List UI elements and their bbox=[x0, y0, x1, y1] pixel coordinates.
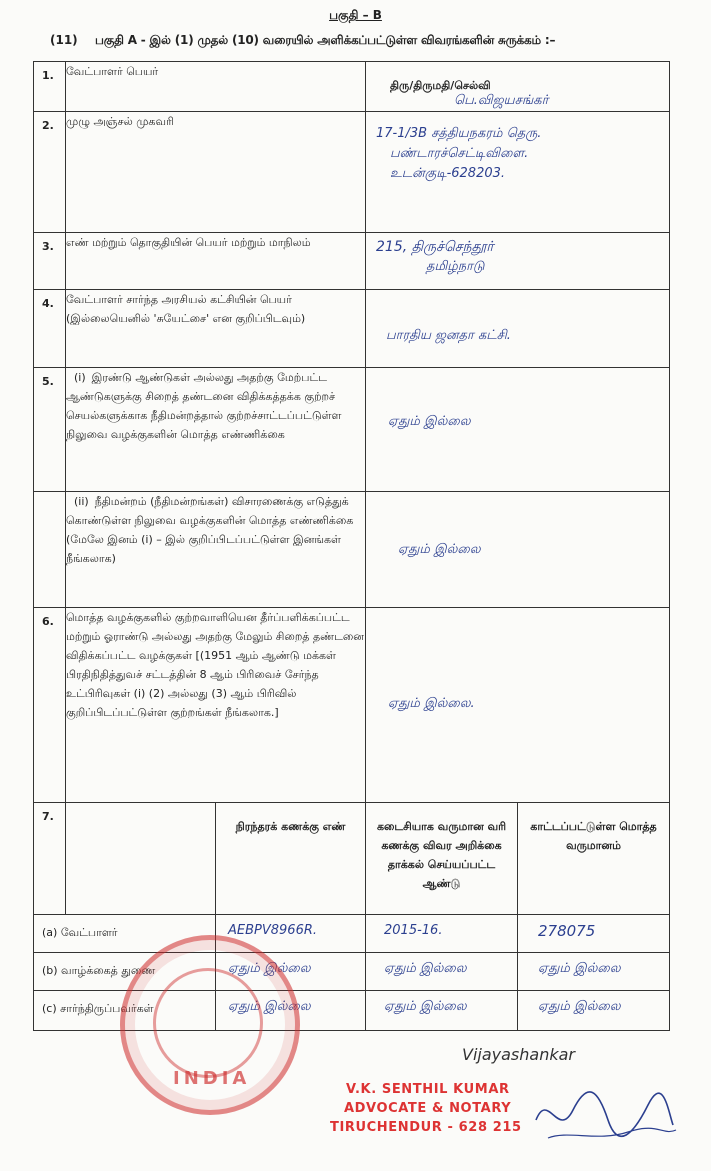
address-line: 17-1/3B சத்தியநகரம் தெரு. bbox=[376, 126, 542, 141]
party-handwritten: பாரதிய ஜனதா கட்சி. bbox=[386, 328, 511, 343]
constituency-handwritten: 215, திருச்செந்தூர் bbox=[376, 239, 494, 255]
blank-cell bbox=[66, 803, 216, 915]
table-row bbox=[34, 62, 670, 112]
dependents-year-handwritten: ஏதும் இல்லை bbox=[384, 999, 467, 1014]
summary-table bbox=[33, 61, 670, 1031]
sub-item-number: (i) bbox=[74, 371, 86, 384]
postal-address-cell bbox=[366, 112, 670, 233]
state-handwritten: தமிழ்நாடு bbox=[426, 259, 485, 274]
dependents-pan-handwritten: ஏதும் இல்லை bbox=[228, 999, 311, 1014]
spouse-income-handwritten: ஏதும் இல்லை bbox=[538, 961, 621, 976]
row-label: வேட்பாளர் சார்ந்த அரசியல் கட்சியின் பெயர் (இல்லையெனில் 'சுயேட்சை' என குறிப்பிடவும்) bbox=[66, 290, 366, 368]
row-label: வேட்பாளர் பெயர் bbox=[66, 62, 366, 112]
row-number: 2. bbox=[34, 112, 66, 233]
row-number: 4. bbox=[34, 290, 66, 368]
table-row bbox=[34, 290, 670, 368]
pending-cases-cell bbox=[366, 368, 670, 492]
row-label: (c) சார்ந்திருப்பவர்கள் bbox=[34, 991, 216, 1031]
convictions-cell bbox=[366, 608, 670, 803]
dependents-income-handwritten: ஏதும் இல்லை bbox=[538, 999, 621, 1014]
court-cases-handwritten: ஏதும் இல்லை bbox=[398, 542, 481, 557]
pending-cases-handwritten: ஏதும் இல்லை bbox=[388, 414, 471, 429]
stamp-country-text: INDIA bbox=[173, 1068, 251, 1089]
salutation-text: திரு/திருமதி/செல்வி bbox=[390, 79, 491, 92]
table-row bbox=[34, 233, 670, 290]
address-line: உடன்குடி-628203. bbox=[390, 166, 506, 181]
table-row bbox=[34, 608, 670, 803]
spouse-pan-handwritten: ஏதும் இல்லை bbox=[228, 961, 311, 976]
table-row bbox=[34, 803, 670, 915]
notary-round-stamp bbox=[120, 935, 300, 1115]
table-row bbox=[34, 112, 670, 233]
pan-column-header: நிரந்தரக் கணக்கு எண் bbox=[216, 803, 366, 915]
sub-item-number: (ii) bbox=[74, 495, 89, 508]
candidate-name-handwritten: பெ.விஜயசங்கர் bbox=[454, 93, 549, 108]
row-number: 7. bbox=[34, 803, 66, 915]
item-heading: பகுதி A - இல் (1) முதல் (10) வரையில் அளிக்கப்பட்டுள்ள விவரங்களின் சுருக்கம் :– bbox=[95, 33, 556, 47]
notary-title: ADVOCATE & NOTARY bbox=[344, 1101, 512, 1116]
income-column-header: காட்டப்பட்டுள்ள மொத்த வருமானம் bbox=[518, 803, 670, 915]
row-label: முழு அஞ்சல் முகவரி bbox=[66, 112, 366, 233]
row-label: (b) வாழ்க்கைத் துணை bbox=[34, 953, 216, 991]
court-cases-cell bbox=[366, 492, 670, 608]
year-column-header: கடைசியாக வருமான வரி கணக்கு விவர அறிக்கை தாக்கல் செய்யப்பட்ட ஆண்டு bbox=[366, 803, 518, 915]
row-number bbox=[34, 492, 66, 608]
row-label: எண் மற்றும் தொகுதியின் பெயர் மற்றும் மாநிலம் bbox=[66, 233, 366, 290]
table-row bbox=[34, 915, 670, 953]
notary-place: TIRUCHENDUR - 628 215 bbox=[330, 1120, 522, 1135]
row-label: (a) வேட்பாளர் bbox=[34, 915, 216, 953]
notary-signature-scribble bbox=[528, 1080, 678, 1150]
row-number: 3. bbox=[34, 233, 66, 290]
row-label: மொத்த வழக்குகளில் குற்றவாளியென தீர்ப்பளிக்கப்பட்ட மற்றும் ஓராண்டு அல்லது அதற்கு மேலும் சிறைத் தண்டனை விதிக்கப்பட்ட வழக்குகள் [(1951 ஆம் ஆண்டு மக்கள் பிரதிநிதித்துவச் சட்டத்தின் 8 ஆம் பிரிவைச் சேர்ந்த உட்பிரிவுகள் (i) (2) அல்லது (3) ஆம் பிரிவில் குறிப்பிடப்பட்டுள்ள குற்றங்கள் நீங்கலாக.] bbox=[66, 608, 366, 803]
convictions-handwritten: ஏதும் இல்லை. bbox=[388, 696, 475, 711]
income-handwritten: 278075 bbox=[538, 922, 596, 940]
address-line: பண்டாரச்செட்டிவிளை. bbox=[390, 146, 529, 161]
row-label: (i) இரண்டு ஆண்டுகள் அல்லது அதற்கு மேற்பட்ட ஆண்டுகளுக்கு சிறைத் தண்டனை விதிக்கத்தக்க குற்றச் செயல்களுக்காக நீதிமன்றத்தால் குற்றச்சாட்டப்பட்டுள்ள நிலுவை வழக்குகளின் மொத்த எண்ணிக்கை bbox=[66, 368, 366, 492]
row-number: 5. bbox=[34, 368, 66, 492]
stamp-inner-ring bbox=[153, 968, 263, 1078]
notary-name: V.K. SENTHIL KUMAR bbox=[346, 1082, 510, 1097]
table-row bbox=[34, 368, 670, 492]
party-cell bbox=[366, 290, 670, 368]
pan-handwritten: AEBPV8966R. bbox=[228, 923, 318, 938]
year-handwritten: 2015-16. bbox=[384, 923, 443, 938]
row-number: 1. bbox=[34, 62, 66, 112]
row-number: 6. bbox=[34, 608, 66, 803]
item-number: (11) bbox=[50, 33, 78, 47]
constituency-cell bbox=[366, 233, 670, 290]
candidate-name-cell bbox=[366, 62, 670, 112]
section-title: பகுதி – B bbox=[329, 8, 382, 22]
candidate-signature: Vijayashankar bbox=[462, 1045, 575, 1064]
spouse-year-handwritten: ஏதும் இல்லை bbox=[384, 961, 467, 976]
table-row bbox=[34, 492, 670, 608]
row-label: (ii) நீதிமன்றம் (நீதிமன்றங்கள்) விசாரணைக்கு எடுத்துக் கொண்டுள்ள நிலுவை வழக்குகளின் மொத்த எண்ணிக்கை (மேலே இனம் (i) – இல் குறிப்பிடப்பட்டுள்ள இனங்கள் நீங்கலாக) bbox=[66, 492, 366, 608]
